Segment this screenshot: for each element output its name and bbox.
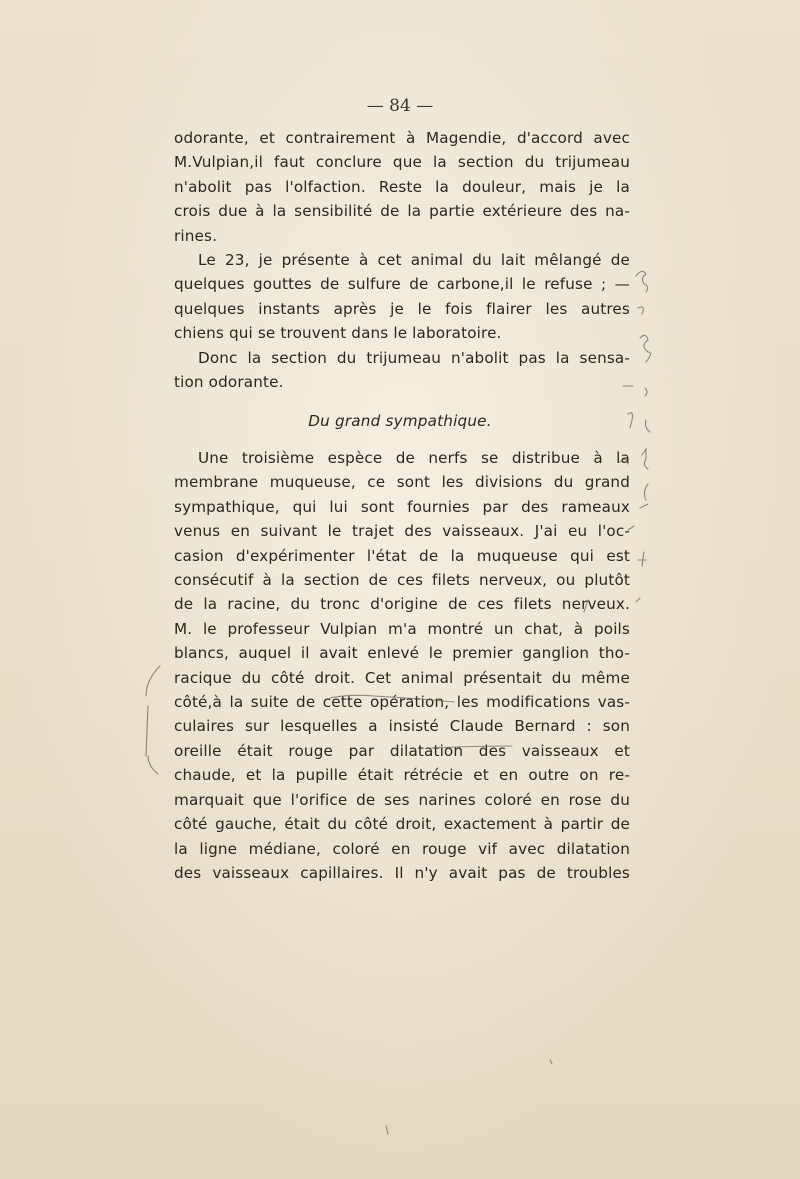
text-line: rines. bbox=[174, 226, 218, 245]
text-line: blancs, auquel il avait enlevé le premier ganglion tho- bbox=[174, 644, 630, 663]
text-line: quelques gouttes de sulfure de carbone,il le refuse ; — bbox=[174, 275, 630, 294]
text-line: tion odorante. bbox=[174, 373, 284, 392]
section-heading: Du grand sympathique. bbox=[308, 412, 492, 430]
paragraph bbox=[174, 126, 630, 248]
text-line: oreille était rouge par dilatation des vaisseaux et bbox=[174, 741, 630, 760]
text-line: Donc la section du trijumeau n'abolit pas la sensa- bbox=[198, 348, 630, 367]
paragraph bbox=[174, 248, 630, 346]
text-line: marquait que l'orifice de ses narines coloré en rose du bbox=[174, 790, 630, 809]
text-line: membrane muqueuse, ce sont les divisions du grand bbox=[174, 473, 630, 492]
text-line: des vaisseaux capillaires. Il n'y avait pas de troubles bbox=[174, 863, 630, 882]
text-line: casion d'expérimenter l'état de la muqueuse qui est bbox=[174, 546, 630, 565]
text-line: consécutif à la section de ces filets nerveux, ou plutôt bbox=[174, 571, 630, 590]
text-line: venus en suivant le trajet des vaisseaux. J'ai eu l'oc- bbox=[174, 522, 630, 541]
text-line: Le 23, je présente à cet animal du lait mêlangé de bbox=[198, 251, 630, 270]
text-line: crois due à la sensibilité de la partie extérieure des na- bbox=[174, 202, 630, 221]
text-line: côté,à la suite de cette opération, les modifications vas- bbox=[174, 693, 630, 712]
text-line: M. le professeur Vulpian m'a montré un chat, à poils bbox=[174, 619, 630, 638]
text-line: chiens qui se trouvent dans le laboratoire. bbox=[174, 324, 502, 343]
text-block-top bbox=[174, 126, 630, 394]
text-line: de la racine, du tronc d'origine de ces filets nerveux. bbox=[174, 595, 630, 614]
page-number: — 84 — bbox=[366, 96, 434, 116]
text-line: quelques instants après je le fois flairer les autres bbox=[174, 299, 630, 318]
text-line: Une troisième espèce de nerfs se distribue à la bbox=[198, 449, 630, 467]
text-line: odorante, et contrairement à Magendie, d'accord avec bbox=[174, 129, 630, 147]
text-line: n'abolit pas l'olfaction. Reste la douleur, mais je la bbox=[174, 177, 630, 196]
text-block-bottom bbox=[174, 446, 630, 885]
text-line: culaires sur lesquelles a insisté Claude Bernard : son bbox=[174, 717, 630, 736]
paragraph bbox=[174, 346, 630, 395]
text-line: chaude, et la pupille était rétrécie et en outre on re- bbox=[174, 766, 630, 785]
text-line: côté gauche, était du côté droit, exactement à partir de bbox=[174, 815, 630, 834]
text-line: racique du côté droit. Cet animal présentait du même bbox=[174, 668, 630, 687]
text-line: M.Vulpian,il faut conclure que la section du trijumeau bbox=[174, 153, 630, 172]
text-line: sympathique, qui lui sont fournies par des rameaux bbox=[174, 497, 630, 516]
text-line: la ligne médiane, coloré en rouge vif avec dilatation bbox=[174, 839, 630, 858]
paragraph bbox=[174, 446, 630, 885]
